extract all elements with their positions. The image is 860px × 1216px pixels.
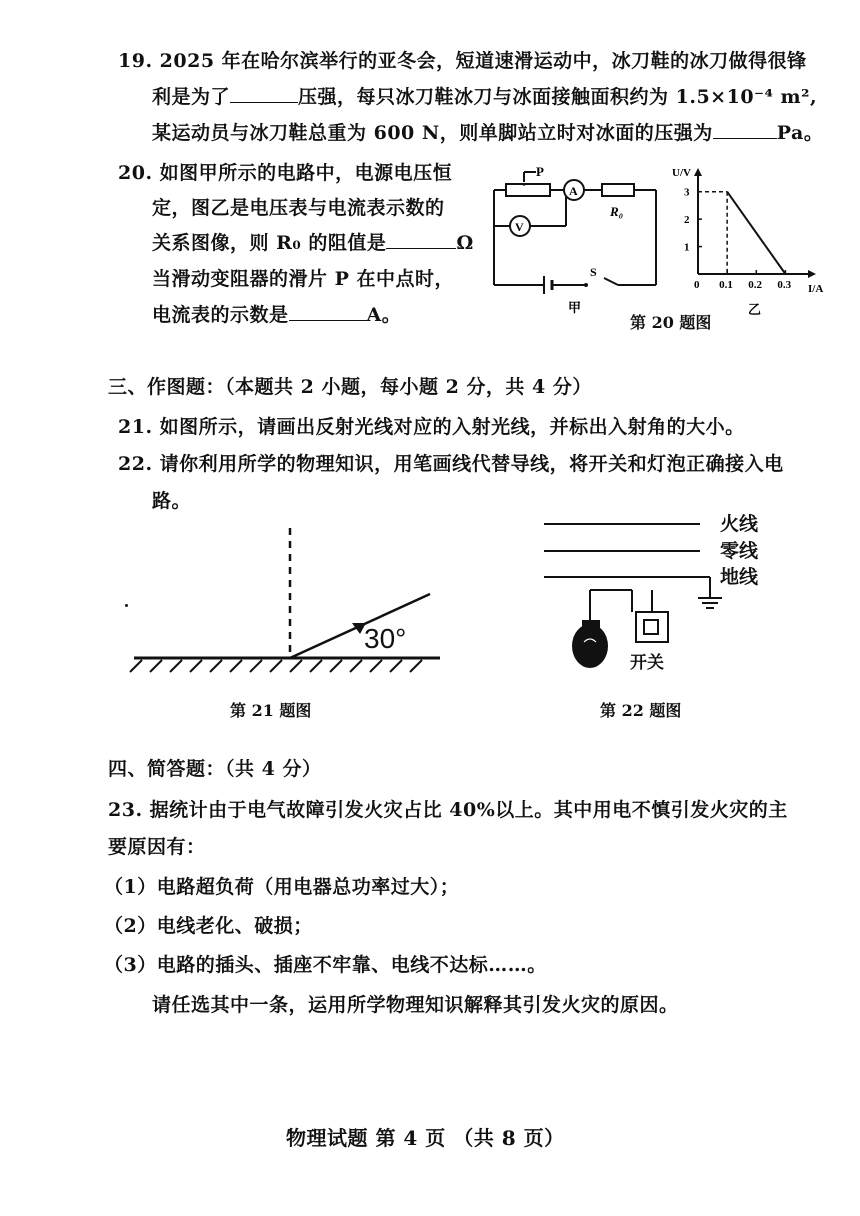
y-tick-label: 2 xyxy=(684,214,690,227)
q19-line3-a: 某运动员与冰刀鞋总重为 600 N，则单脚站立时对冰面的压强为 xyxy=(152,122,713,144)
q22-line1: 22. 请你利用所学的物理知识，用笔画线代替导线，将开关和灯泡正确接入电 xyxy=(118,453,784,475)
q20-blank-2[interactable] xyxy=(289,302,367,321)
label-switch: 开关 xyxy=(630,653,664,673)
q23-line2: 要原因有： xyxy=(108,836,206,858)
stray-dot xyxy=(125,604,128,607)
q20-blank-1[interactable] xyxy=(386,230,456,249)
label-neutral-wire: 零线 xyxy=(720,540,759,562)
reason-3: （3）电路的插头、插座不牢靠、电线不达标……。 xyxy=(104,954,547,976)
reason-1: （1）电路超负荷（用电器总功率过大）； xyxy=(104,876,460,898)
x-tick-label: 0.1 xyxy=(719,279,733,291)
caption-jia: 甲 xyxy=(568,300,582,315)
label-ammeter: A xyxy=(569,184,578,198)
lamp-bulb xyxy=(572,624,608,668)
q20-line5-b: A。 xyxy=(366,304,402,326)
q19-line2-b: 压强，每只冰刀鞋冰刀与冰面接触面积约为 1.5×10⁻⁴ m², xyxy=(298,86,818,108)
series-line xyxy=(727,192,785,274)
y-tick-label: 3 xyxy=(684,186,690,199)
q19-blank-2[interactable] xyxy=(713,120,777,139)
q20-line5-a: 电流表的示数是 xyxy=(152,304,289,326)
x-tick-label: 0 xyxy=(694,279,700,291)
q19-line3 xyxy=(152,118,823,145)
q19-line3-b: Pa。 xyxy=(776,122,824,144)
y-tick-label: 1 xyxy=(684,241,690,254)
figure-22-caption: 第 22 题图 xyxy=(600,701,682,720)
q20-line3-a: 关系图像，则 R₀ 的阻值是 xyxy=(152,232,387,254)
q19-line2 xyxy=(152,82,817,109)
mirror-hatching xyxy=(130,660,422,672)
q22-line2: 路。 xyxy=(152,490,192,512)
angle-label: 30° xyxy=(364,623,407,654)
x-axis-label: I/A xyxy=(808,283,824,295)
q20-line2: 定，图乙是电压表与电流表示数的 xyxy=(152,197,445,219)
page-footer: 物理试题 第 4 页 （共 8 页） xyxy=(286,1126,565,1150)
q19-line2-a: 利是为了 xyxy=(152,86,231,108)
q20-line4: 当滑动变阻器的滑片 P 在中点时， xyxy=(152,268,455,290)
reflection-figure xyxy=(120,520,450,680)
label-r0: R₀ xyxy=(610,204,624,219)
q23-instruction: 请任选其中一条，运用所学物理知识解释其引发火灾的原因。 xyxy=(152,994,679,1016)
q20-line3 xyxy=(152,228,474,255)
x-tick-label: 0.2 xyxy=(748,279,763,291)
wiring-figure xyxy=(540,508,780,678)
q20-line3-b: Ω xyxy=(456,232,474,254)
y-axis-label: U/V xyxy=(672,167,691,179)
q20-line5 xyxy=(152,300,401,327)
section4-heading: 四、简答题：（共 4 分） xyxy=(108,758,322,780)
q19-blank-1[interactable] xyxy=(230,84,298,103)
figure-21-caption: 第 21 题图 xyxy=(230,701,312,720)
q21-text: 21. 如图所示，请画出反射光线对应的入射光线，并标出入射角的大小。 xyxy=(118,416,745,438)
figure-20-caption: 第 20 题图 xyxy=(630,313,712,332)
label-live-wire: 火线 xyxy=(720,513,759,535)
circuit-diagram-jia xyxy=(486,160,666,320)
section3-heading: 三、作图题：（本题共 2 小题，每小题 2 分，共 4 分） xyxy=(108,376,592,398)
label-switch: S xyxy=(590,265,597,279)
ui-graph-yi xyxy=(668,162,828,322)
label-ground-wire: 地线 xyxy=(720,566,759,588)
label-voltmeter: V xyxy=(515,220,524,234)
label-p: P xyxy=(536,164,544,179)
x-tick-label: 0.3 xyxy=(777,279,792,291)
q19-line1: 19. 2025 年在哈尔滨举行的亚冬会，短道速滑运动中，冰刀鞋的冰刀做得很锋 xyxy=(118,50,807,72)
rheostat xyxy=(506,184,550,196)
caption-yi: 乙 xyxy=(748,302,762,317)
reason-2: （2）电线老化、破损； xyxy=(104,915,313,937)
q20-line1: 20. 如图甲所示的电路中，电源电压恒 xyxy=(118,162,453,184)
q23-line1: 23. 据统计由于电气故障引发火灾占比 40%以上。其中用电不慎引发火灾的主 xyxy=(108,799,788,821)
